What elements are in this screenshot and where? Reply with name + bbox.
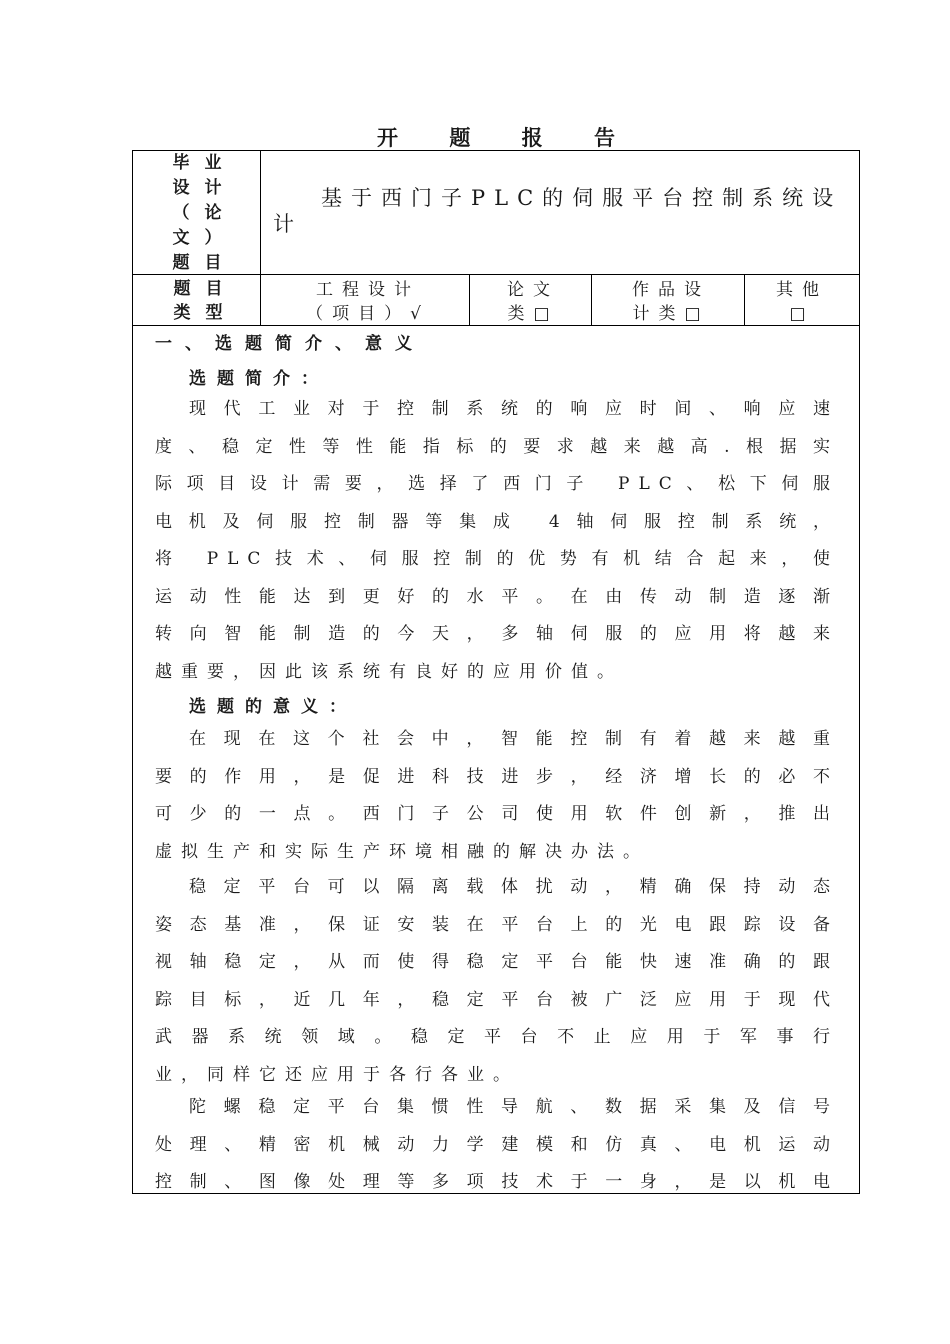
section-heading: 一、选题简介、意义 — [155, 334, 425, 354]
topic-value: 基于西门子PLC的伺服平台控制系统设计 — [273, 186, 843, 236]
paragraph-line: 姿态基准，保证安装在平台上的光电跟踪设备 — [155, 914, 839, 935]
topic-label-char: ） — [204, 228, 222, 248]
type-label-char: 型 — [205, 303, 223, 323]
type-label — [133, 276, 260, 326]
meaning-paragraph-3 — [155, 1089, 839, 1202]
paragraph-line: 越重要，因此该系统有良好的应用价值。 — [155, 661, 623, 682]
topic-label-char: 毕 — [172, 153, 190, 173]
paragraph-line: 将 PLC技术、伺服控制的优势有机结合起来，使 — [155, 549, 839, 569]
topic-label-char: 设 — [172, 178, 190, 198]
paragraph-line: 电机及伺服控制器等集成 4轴伺服控制系统， — [155, 511, 839, 532]
intro-paragraph — [155, 391, 839, 691]
option-line: 其他 — [776, 280, 828, 300]
topic-label-char: 论 — [204, 203, 222, 223]
option-line: 论文 — [507, 280, 559, 300]
meaning-paragraph-2 — [155, 869, 839, 1094]
topic-label-char: 文 — [172, 228, 190, 248]
paragraph-line: 运动性能达到更好的水平。在由传动制造逐渐 — [155, 586, 839, 607]
paragraph-line: 可少的一点。西门子公司使用软件创新，推出 — [155, 804, 839, 824]
type-label-char: 题 — [173, 279, 191, 299]
document-title: 开 题 报 告 — [377, 125, 637, 150]
topic-label-char: 目 — [204, 253, 222, 273]
intro-heading: 选题简介： — [189, 369, 329, 389]
type-option-engineering — [268, 278, 468, 326]
topic-label-char: （ — [172, 203, 190, 223]
paragraph-line: 稳定平台可以隔离载体扰动，精确保持动态 — [189, 877, 839, 897]
type-option-work-design — [599, 278, 743, 326]
topic-label-char: 业 — [204, 153, 222, 173]
topic-label — [133, 151, 260, 275]
proposal-table — [132, 150, 860, 1194]
type-option-thesis — [477, 278, 589, 326]
paragraph-line: 踪目标，近几年，稳定平台被广泛应用于现代 — [155, 989, 839, 1010]
paragraph-line: 要的作用，是促进科技进步，经济增长的必不 — [155, 766, 839, 787]
type-label-char: 类 — [173, 303, 191, 323]
paragraph-line: 武器系统领域。稳定平台不止应用于军事行 — [155, 1027, 839, 1047]
label-column-divider — [260, 151, 261, 325]
option-line: 类□ — [507, 304, 559, 324]
option-divider-1 — [469, 274, 470, 325]
paragraph-line: 度、稳定性等性能指标的要求越来越高.根据实 — [155, 436, 839, 457]
paragraph-line: 际项目设计需要，选择了西门子 PLC、松下伺服 — [155, 474, 839, 494]
option-line: □ — [789, 304, 815, 324]
option-divider-2 — [591, 274, 592, 325]
topic-label-char: 题 — [172, 253, 190, 273]
option-line: 作品设 — [632, 280, 710, 300]
paragraph-line: 视轴稳定，从而使得稳定平台能快速准确的跟 — [155, 952, 839, 972]
topic-label-char: 计 — [204, 178, 222, 198]
type-option-other — [752, 278, 852, 326]
meaning-paragraph-1 — [155, 721, 839, 871]
option-line: 计类□ — [632, 304, 710, 324]
option-line: 工程设计 — [316, 280, 420, 300]
option-line: （项目）√ — [306, 304, 430, 324]
paragraph-line: 业，同样它还应用于各行各业。 — [155, 1064, 519, 1085]
paragraph-line: 处理、精密机械动力学建模和仿真、电机运动 — [155, 1134, 839, 1155]
paragraph-line: 控制、图像处理等多项技术于一身，是以机电 — [155, 1172, 839, 1192]
paragraph-line: 现代工业对于控制系统的响应时间、响应速 — [189, 399, 839, 419]
paragraph-line: 陀螺稳定平台集惯性导航、数据采集及信号 — [189, 1097, 839, 1117]
type-label-char: 目 — [205, 279, 223, 299]
paragraph-line: 在现在这个社会中，智能控制有着越来越重 — [189, 729, 839, 749]
paragraph-line: 转向智能制造的今天，多轴伺服的应用将越来 — [155, 624, 839, 644]
meaning-heading: 选题的意义： — [189, 697, 357, 717]
paragraph-line: 虚拟生产和实际生产环境相融的解决办法。 — [155, 841, 649, 862]
option-divider-3 — [744, 274, 745, 325]
